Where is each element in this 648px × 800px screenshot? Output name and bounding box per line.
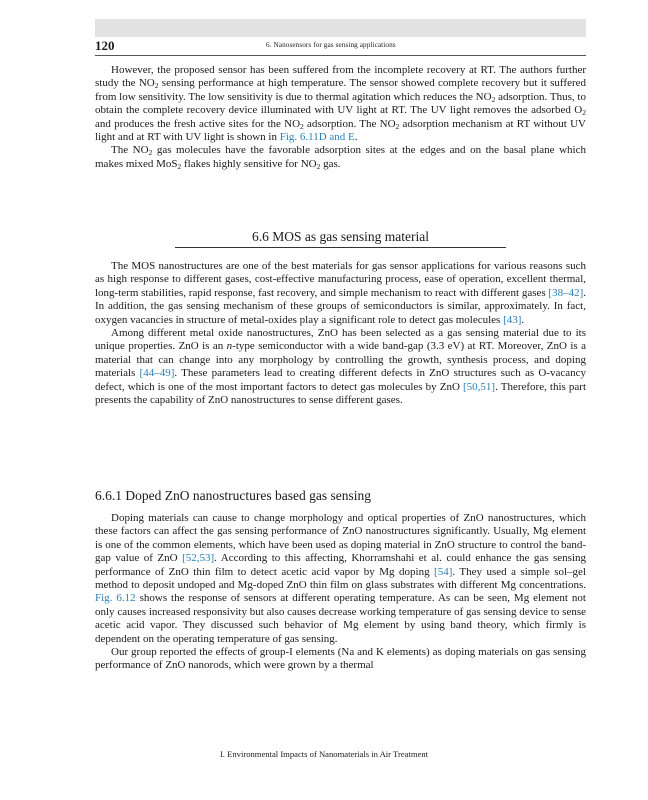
text-run: . They used a simple sol–gel method to deposit undoped and Mg-doped ZnO thin film on glass substrates with different Mg concentrations. [95, 565, 586, 592]
subscript: 2 [395, 121, 400, 131]
text-run: adsorption. The NO [303, 117, 396, 130]
text-run: -type semiconductor with a wide band-gap (3.3 eV) at RT. Moreover, ZnO is a material that can change into any morphology by controlling the growth, synthesis process, and doping materials [95, 340, 586, 380]
subscript: 2 [300, 121, 304, 131]
paragraph-zno-properties [95, 327, 586, 407]
text-run: sensing performance at high temperature. The sensor showed complete recovery but it suffered from low sensitivity. The low sensitivity is due to thermal agitation which reduces the NO [95, 77, 586, 103]
text-run: shows the response of sensors at different operating temperature. As can be seen, Mg element not only causes increased responsivity but also causes decrease working temperature of gas sensing device to sense acetic acid vapor. They discussed such behavior of Mg element by using band theory, which firmly is dependent on the operating temperature of gas sensing. [95, 592, 586, 645]
text-run: . [521, 313, 525, 326]
paragraph-doping-mg [95, 512, 586, 646]
text-run: The NO [111, 144, 149, 157]
page-body [95, 64, 587, 672]
cross-reference: [44–49] [139, 367, 175, 380]
header-bar [95, 19, 586, 37]
text-run: Doping materials can cause to change morphology and optical properties of ZnO nanostructures, which these factors can affect the gas sensing performance of ZnO nanostructures significantly. Usually, Mg element is one of the common elements, which have been used as doping material in ZnO structure to control the band-gap value of ZnO [95, 512, 586, 565]
cross-reference: Fig. 6.12 [95, 592, 136, 605]
paragraph-mos-intro [95, 260, 586, 327]
paragraph-no2-recovery [95, 64, 586, 144]
text-run: Among different metal oxide nanostructures, ZnO has been selected as a gas sensing material due to its unique properties. ZnO is an [95, 327, 586, 353]
subsection-title: 6.6.1 Doped ZnO nanostructures based gas sensing [95, 488, 371, 503]
cross-reference: [50,51] [463, 380, 496, 393]
section-rule [175, 247, 506, 248]
cross-reference: [38–42] [548, 286, 584, 299]
running-head: 6. Nanosensors for gas sensing applications [266, 41, 396, 49]
text-run: gas. [320, 157, 341, 170]
text-run: . In addition, the gas sensing mechanism of these groups of semiconductors is similar, approximately. In fact, oxygen vacancies in structure of metal-oxides play a significant role to detect gas molecules [95, 286, 586, 326]
paragraph-no2-adsorption [95, 144, 586, 171]
text-run: However, the proposed sensor has been suffered from the incomplete recovery at RT. The authors further study the NO [95, 64, 586, 90]
text-run: flakes highly sensitive for NO [181, 157, 317, 170]
subscript: 2 [148, 148, 153, 158]
section-title: 6.6 MOS as gas sensing material [252, 229, 429, 244]
text-run: and produces the fresh active sites for the NO [95, 117, 301, 130]
text-run: . Therefore, this part presents the capability of ZnO nanostructures to sense different gases. [95, 380, 586, 407]
text-run: adsorption. Thus, to obtain the complete recovery device illuminated with UV light at RT. The UV light removes the adsorbed O [95, 90, 586, 117]
text-run: adsorption mechanism at RT without UV light and at RT with UV light is shown in [95, 117, 586, 144]
page-number: 120 [95, 38, 115, 53]
cross-reference: [52,53] [182, 552, 215, 565]
subscript: 2 [491, 94, 496, 104]
subscript: 2 [316, 161, 321, 171]
cross-reference: [54] [434, 565, 453, 578]
text-run: . These parameters lead to creating different defects in ZnO structures such as O-vacancy defect, which is one of the most important factors to detect gas molecules by ZnO [95, 367, 586, 393]
italic-text: n [226, 340, 233, 353]
cross-reference: Fig. 6.11D and E [279, 131, 355, 144]
subscript: 2 [154, 81, 159, 91]
subscript: 2 [177, 161, 182, 171]
page-header [95, 37, 586, 56]
paragraph-group-i-doping [95, 646, 586, 673]
subscript: 2 [582, 108, 586, 118]
page-footer: I. Environmental Impacts of Nanomaterials in Air Treatment [219, 749, 429, 759]
text-run: gas molecules have the favorable adsorption sites at the edges and on the basal plane which makes mixed MoS [95, 144, 586, 170]
text-run: Our group reported the effects of group-I elements (Na and K elements) as doping materials on gas sensing performance of ZnO nanorods, which were grown by a thermal [95, 646, 586, 672]
cross-reference: [43] [503, 313, 522, 326]
text-run: . According to this affecting, Khorramshahi et al. could enhance the gas sensing performance of ZnO thin film to detect acetic acid vapor by Mg doping [95, 552, 587, 578]
text-run: . [354, 131, 358, 144]
text-run: The MOS nanostructures are one of the best materials for gas sensor applications for various reasons such as high response to different gases, cost-effective manufacturing process, ease of operation, excellent thermal, long-term stabilities, rapid response, fast recovery, and simple mechanism to react with different gases [95, 260, 586, 299]
